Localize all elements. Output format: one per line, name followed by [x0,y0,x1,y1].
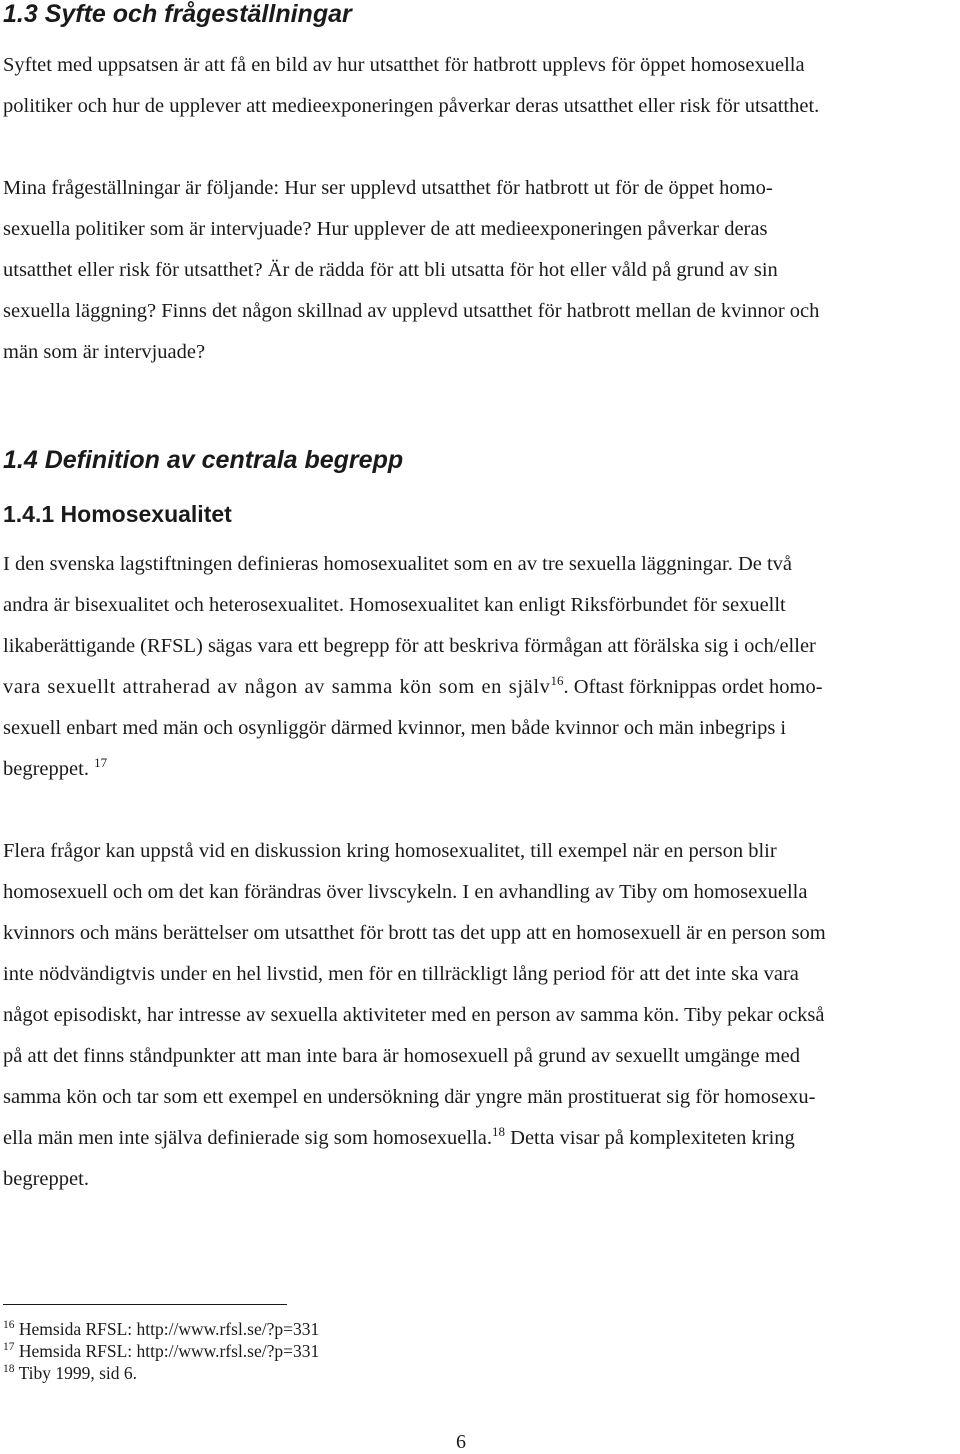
line-text: ella män men inte själva definierade sig som homosexuella. [3,1127,493,1149]
paragraph-line: andra är bisexualitet och heterosexualitet. Homosexualitet kan enligt Riksförbundet för sexuellt [3,594,786,616]
paragraph-line [3,1126,795,1150]
paragraph-line: kvinnors och mäns berättelser om utsatthet för brott tas det upp att en homosexuell är en person som [3,922,826,944]
paragraph-line: inte nödvändigtvis under en hel livstid, men för en tillräckligt lång period för att det inte ska vara [3,963,799,985]
section-heading-1-4: 1.4 Definition av centrala begrepp [3,446,404,474]
footnote [3,1362,137,1384]
footnote [3,1318,319,1340]
line-text: . Oftast förknippas ordet homo- [563,676,823,698]
line-text: begreppet. [3,758,89,780]
footnote-text: Hemsida RFSL: http://www.rfsl.se/?p=331 [18,1341,320,1361]
subsection-heading-1-4-1: 1.4.1 Homosexualitet [3,501,232,527]
paragraph-line: sexuella politiker som är intervjuade? Hur upplever de att medieexponeringen påverkar deras [3,218,768,240]
footnote-ref: 16 [550,673,564,688]
paragraph-line: I den svenska lagstiftningen definieras homosexualitet som en av tre sexuella läggningar. De två [3,553,793,575]
paragraph-line [3,757,107,781]
paragraph-line: begreppet. [3,1168,89,1190]
paragraph-line: politiker och hur de upplever att medieexponeringen påverkar deras utsatthet eller risk för utsatthet. [3,95,820,117]
footnote-number: 18 [3,1363,15,1375]
footnote-text: Hemsida RFSL: http://www.rfsl.se/?p=331 [18,1319,320,1339]
footnote [3,1340,319,1362]
footnote-number: 17 [3,1341,15,1353]
paragraph-line: sexuella läggning? Finns det någon skillnad av upplevd utsatthet för hatbrott mellan de kvinnor och [3,300,820,322]
paragraph-line: Syftet med uppsatsen är att få en bild av hur utsatthet för hatbrott upplevs för öppet homosexuella [3,54,805,76]
footnote-number: 16 [3,1319,15,1331]
paragraph-line: samma kön och tar som ett exempel en undersökning där yngre män prostituerat sig för homosexu- [3,1086,816,1108]
paragraph-line: män som är intervjuade? [3,341,206,363]
footnote-text: Tiby 1999, sid 6. [18,1363,138,1383]
footnote-separator [3,1304,287,1305]
paragraph-line: på att det finns ståndpunkter att man inte bara är homosexuell på grund av sexuellt umgänge med [3,1045,800,1067]
footnote-ref: 17 [94,755,108,770]
page-number: 6 [456,1431,466,1453]
paragraph-line: homosexuell och om det kan förändras över livscykeln. I en avhandling av Tiby om homosexuella [3,881,808,903]
paragraph-line [3,675,823,699]
paragraph-line: Mina frågeställningar är följande: Hur ser upplevd utsatthet för hatbrott ut för de öppet homo- [3,177,773,199]
paragraph-line: Flera frågor kan uppstå vid en diskussion kring homosexualitet, till exempel när en person blir [3,840,777,862]
paragraph-line: något episodiskt, har intresse av sexuella aktiviteter med en person av samma kön. Tiby pekar också [3,1004,825,1026]
footnote-ref: 18 [492,1124,506,1139]
paragraph-line: utsatthet eller risk för utsatthet? Är de rädda för att bli utsatta för hot eller våld på grund av sin [3,259,778,281]
section-heading-1-3: 1.3 Syfte och frågeställningar [3,0,352,28]
line-text: Detta visar på komplexiteten kring [505,1127,795,1149]
line-text: vara sexuellt attraherad av någon av samma kön som en själv [3,676,551,698]
paragraph-line: likaberättigande (RFSL) sägas vara ett begrepp för att beskriva förmågan att förälska sig i och/eller [3,635,816,657]
paragraph-line: sexuell enbart med män och osynliggör därmed kvinnor, men både kvinnor och män inbegrips i [3,717,787,739]
